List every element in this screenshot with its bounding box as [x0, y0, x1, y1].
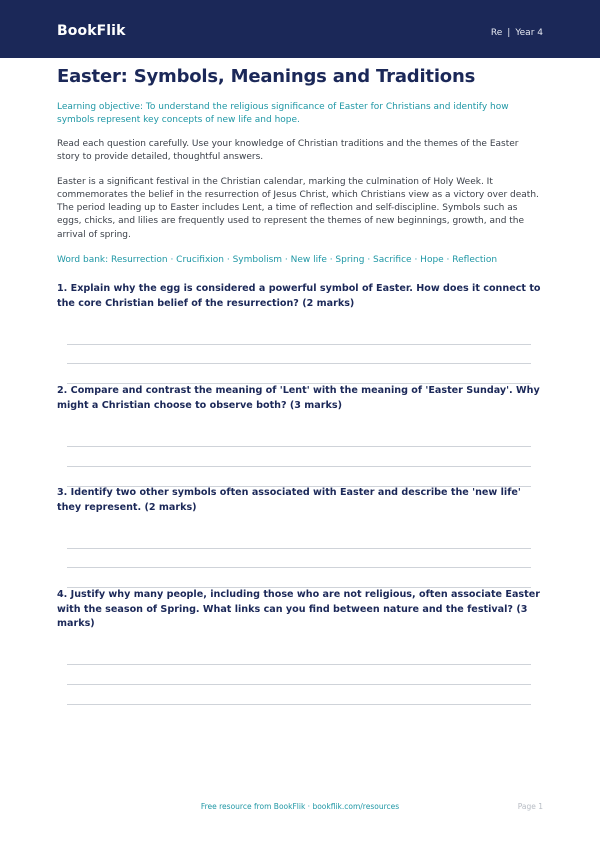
- answer-line[interactable]: [67, 466, 531, 467]
- answer-line[interactable]: [67, 363, 531, 364]
- question-1: [57, 282, 543, 311]
- answer-line[interactable]: [67, 704, 531, 705]
- subject-label: Re: [490, 28, 503, 38]
- page-number: Page 1: [517, 802, 543, 811]
- question-text: 3. Identify two other symbols often associated with Easter and describe the 'new life' they represent. (2 marks): [57, 487, 521, 513]
- answer-line[interactable]: [67, 548, 531, 549]
- learning-objective: Learning objective: To understand the religious significance of Easter for Christians and identify how symbols represent key concepts of new life and hope.: [57, 102, 509, 125]
- page-header: [0, 0, 600, 58]
- question-text: 1. Explain why the egg is considered a powerful symbol of Easter. How does it connect to the core Christian belief of the resurrection? (2 marks): [57, 283, 541, 309]
- question-2: [57, 384, 543, 413]
- worksheet-intro: [57, 66, 543, 267]
- question-4: [57, 588, 543, 632]
- word-bank: Word bank: Resurrection · Crucifixion · Symbolism · New life · Spring · Sacrifice · Hope · Reflection: [57, 255, 498, 266]
- instructions-text: Read each question carefully. Use your knowledge of Christian traditions and the themes of the Easter story to provide detailed, thoughtful answers.: [57, 139, 519, 163]
- question-text: 2. Compare and contrast the meaning of 'Lent' with the meaning of 'Easter Sunday'. Why might a Christian choose to observe both? (3 marks): [57, 385, 540, 411]
- intro-paragraph: Easter is a significant festival in the Christian calendar, marking the culmination of Holy Week. It commemorates the belief in the resurrection of Jesus Christ, which Christians view as a victory over death. The period leading up to Easter includes Lent, a time of reflection and self-discipline. Symbols such as eggs, chicks, and lilies are frequently used to represent the themes of new beginnings, growth, and the arrival of spring.: [57, 176, 539, 240]
- answer-line[interactable]: [67, 567, 531, 568]
- answer-line[interactable]: [67, 344, 531, 345]
- year-label: Year 4: [515, 28, 543, 38]
- answer-line[interactable]: [67, 684, 531, 685]
- answer-line[interactable]: [67, 664, 531, 665]
- meta-separator: |: [507, 28, 511, 38]
- subject-year-label: [491, 27, 543, 39]
- question-text: 4. Justify why many people, including those who are not religious, often associate Easter with the season of Spring. What links can you find between nature and the festival? (3 marks): [57, 589, 540, 629]
- brand-logo: BookFlik: [57, 23, 126, 39]
- page-title: Easter: Symbols, Meanings and Traditions: [57, 66, 476, 87]
- answer-line[interactable]: [67, 446, 531, 447]
- question-3: [57, 486, 543, 515]
- footer-resource-text: Free resource from BookFlik · bookflik.com/resources: [200, 802, 400, 811]
